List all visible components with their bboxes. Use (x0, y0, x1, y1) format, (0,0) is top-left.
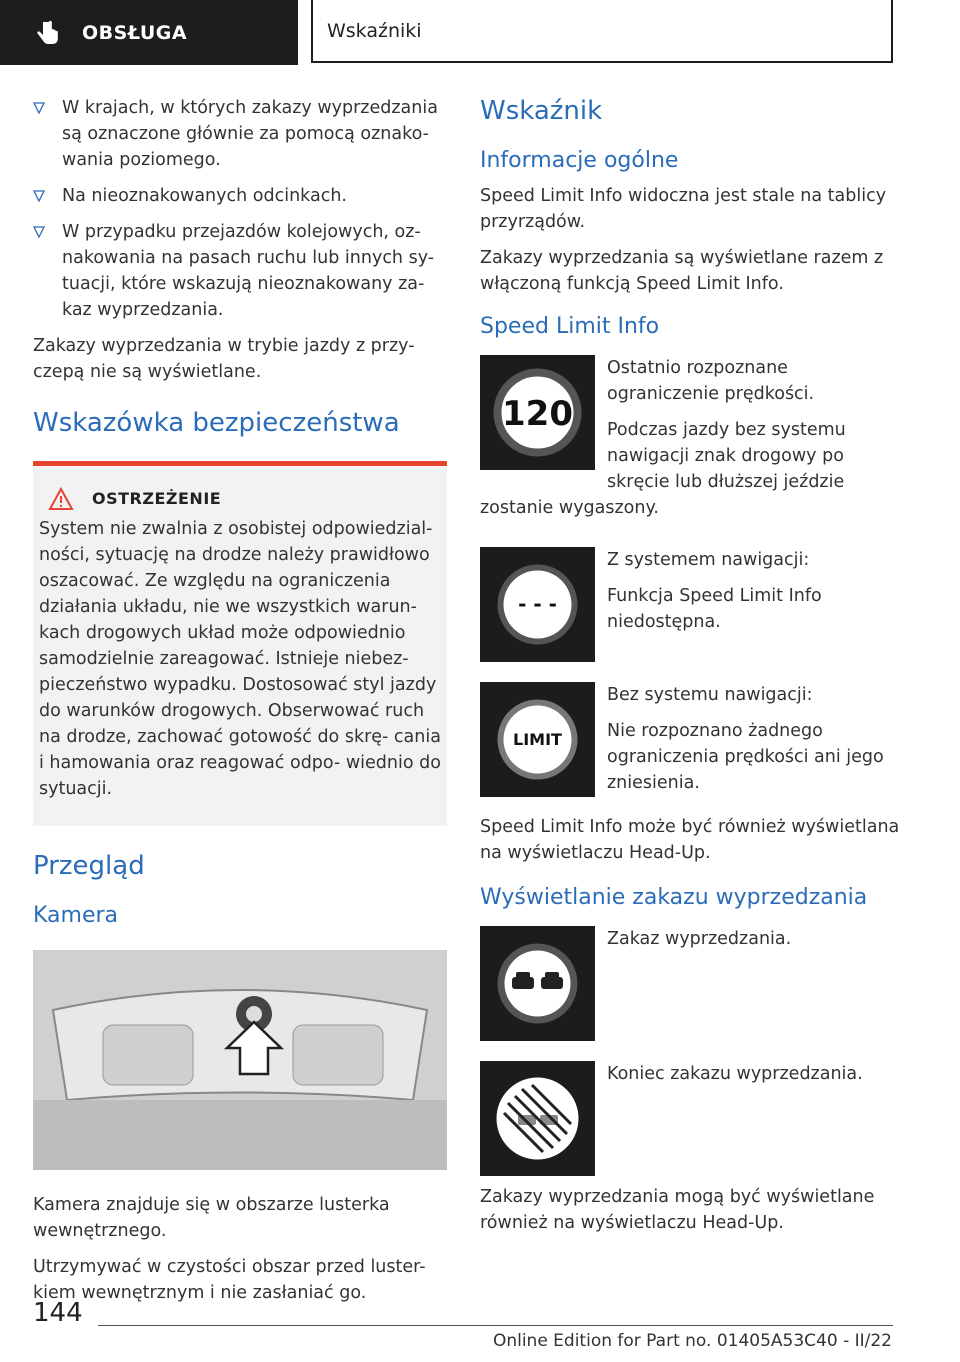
overtake-heading: Wyświetlanie zakazu wyprzedzania (480, 885, 868, 910)
hud-note: Speed Limit Info może być również wyświetlana na wyświetlaczu Head-Up. (480, 817, 900, 863)
bullet-list (33, 95, 447, 323)
triangle-bullet-icon (33, 226, 45, 238)
no-overtaking-sign-icon (480, 926, 595, 1041)
end-no-overtake-row (480, 1061, 900, 1182)
sign-120-text-2: Podczas jazdy bez systemu nawigacji znak drogowy po skręcie lub dłuższej jeździe zostanie wygaszony. (480, 420, 846, 518)
list-item: Na nieoznakowanych odcinkach. (33, 183, 447, 209)
speed-limit-120-sign-icon (480, 355, 595, 470)
no-overtake-row (480, 926, 900, 1047)
warning-label: OSTRZEŻENIE (92, 489, 222, 508)
edition-text: Online Edition for Part no. 01405A53C40 - II/22 (492, 1331, 892, 1351)
warning-box (33, 461, 447, 826)
section-tab (0, 0, 298, 65)
camera-location-image (33, 950, 447, 1170)
right-column (480, 95, 900, 1246)
svg-text:120: 120 (502, 394, 573, 434)
list-item: W przypadku przejazdów kolejowych, oz- nakowania na pasach ruchu lub innych sy- tuacji, które wskazują nieoznakowany za- kaz wyprzedzania. (33, 219, 447, 323)
page-number: 144 (33, 1298, 83, 1328)
general-text-1: Speed Limit Info widoczna jest stale na tablicy przyrządów. (480, 186, 887, 232)
camera-heading: Kamera (33, 903, 119, 928)
chapter-tab (311, 0, 893, 63)
limit-sign-icon (480, 682, 595, 797)
warning-text: System nie zwalnia z osobistej odpowiedzial- ności, sytuację na drodze należy prawidłowo oszacować. Ze względu na ograniczenia działania układu, nie we wszystkich warun- kach drogowych układ może odpowiednio samodzielnie zareagować. Istnieje niebez- pieczeństwo wypadku. Dostosować styl jazdy do warunków drogowych. Obserwować ruch na drodze, zachować gotowość do skrę- cania i hamowania oraz reagować odpo- wiednio do sytuacji. (39, 519, 441, 799)
triangle-bullet-icon (33, 102, 45, 114)
footer-divider (98, 1325, 893, 1326)
indicator-title: Wskaźnik (480, 96, 603, 126)
warning-triangle-icon (48, 487, 74, 511)
left-column (33, 95, 447, 1316)
sign-120-text-1: Ostatnio rozpoznane ograniczenie prędkości. (607, 358, 815, 404)
sign-dash-row (480, 547, 900, 668)
chapter-title: Wskaźniki (327, 19, 422, 42)
list-item: W krajach, w których zakazy wyprzedzania są oznaczone głównie za pomocą oznako- wania poziomego. (33, 95, 447, 173)
general-heading: Informacje ogólne (480, 148, 679, 173)
sign-dash-text-2: Funkcja Speed Limit Info niedostępna. (607, 586, 822, 632)
sign-dash-text-1: Z systemem nawigacji: (607, 550, 810, 570)
sign-120-row (480, 355, 900, 531)
safety-heading: Wskazówka bezpieczeństwa (33, 408, 400, 438)
svg-text:LIMIT: LIMIT (513, 730, 562, 749)
general-text-2: Zakazy wyprzedzania są wyświetlane razem z włączoną funkcją Speed Limit Info. (480, 248, 884, 294)
svg-text:- - -: - - - (518, 592, 557, 616)
overview-heading: Przegląd (33, 851, 145, 881)
hud-note-2: Zakazy wyprzedzania mogą być wyświetlane również na wyświetlaczu Head-Up. (480, 1187, 875, 1233)
end-no-overtake-text: Koniec zakazu wyprzedzania. (607, 1064, 863, 1084)
section-title: OBSŁUGA (82, 21, 188, 44)
sign-limit-row (480, 682, 900, 806)
trailer-note: Zakazy wyprzedzania w trybie jazdy z przy- czepą nie są wyświetlane. (33, 336, 415, 382)
speed-limit-unavailable-sign-icon (480, 547, 595, 662)
end-no-overtaking-sign-icon (480, 1061, 595, 1176)
camera-text-2: Utrzymywać w czystości obszar przed luster- kiem wewnętrznym i nie zasłaniać go. (33, 1257, 426, 1303)
sli-heading: Speed Limit Info (480, 314, 660, 339)
no-overtake-text: Zakaz wyprzedzania. (607, 929, 792, 949)
sign-limit-text-1: Bez systemu nawigacji: (607, 685, 813, 705)
sign-limit-text-2: Nie rozpoznano żadnego ograniczenia prędkości ani jego zniesienia. (607, 721, 884, 793)
camera-text-1: Kamera znajduje się w obszarze lusterka wewnętrznego. (33, 1195, 390, 1241)
hand-touch-icon (32, 18, 62, 48)
triangle-bullet-icon (33, 190, 45, 202)
